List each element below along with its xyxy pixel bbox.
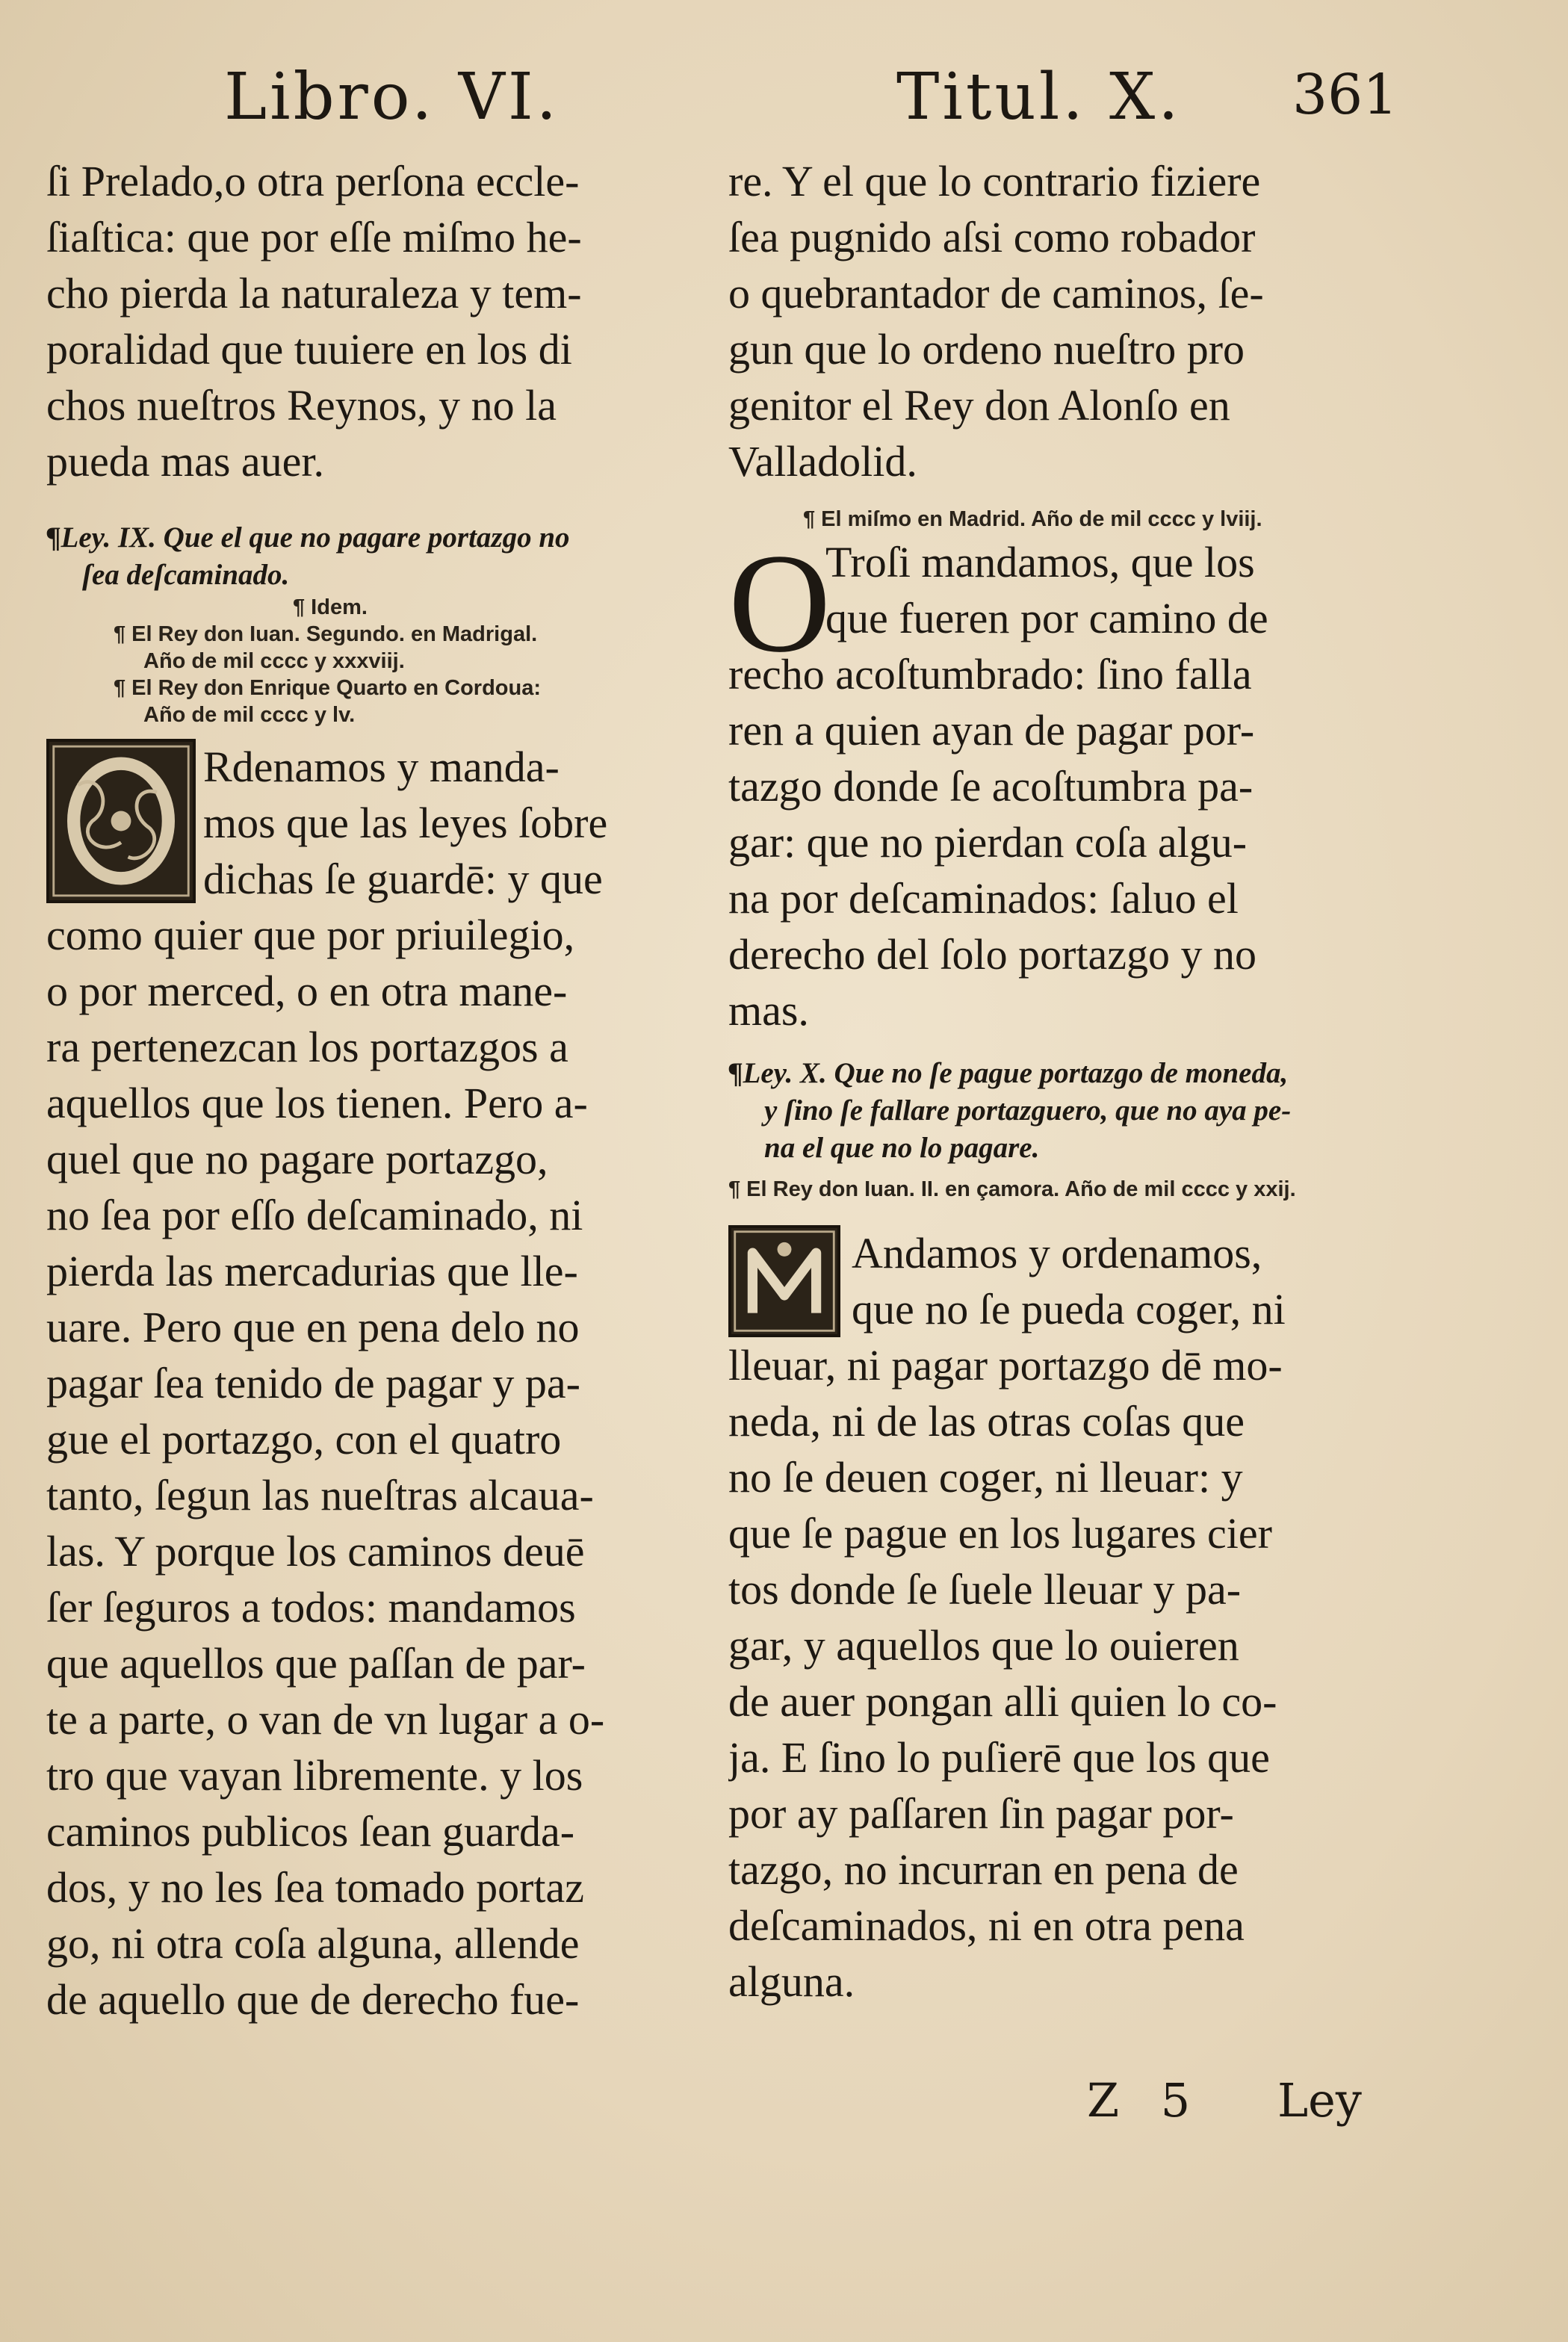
citation: ¶ El Rey don Iuan. II. en çamora. Año de mil cccc y xxij. — [728, 1177, 1296, 1201]
citation: ¶ El miſmo en Madrid. Año de mil cccc y lviij. — [803, 507, 1262, 531]
text-line: na por deſcaminados: ſaluo el — [728, 874, 1239, 923]
text-line: dichas ſe guardē: y que — [203, 855, 603, 903]
text-line: ſiaſtica: que por eſſe miſmo he- — [46, 213, 582, 261]
text-line: deſcaminados, ni en otra pena — [728, 1901, 1245, 1950]
text-line: de aquello que de derecho fue- — [46, 1975, 580, 2024]
ley-title-line: na el que no lo pagare. — [764, 1132, 1040, 1164]
citation: ¶ El Rey don Iuan. Segundo. en Madrigal. — [114, 622, 538, 646]
text-line: caminos publicos ſean guarda- — [46, 1807, 575, 1856]
citation: ¶ El Rey don Enrique Quarto en Cordoua: — [114, 676, 541, 700]
continued-paragraph — [728, 153, 1378, 489]
citations — [46, 594, 696, 728]
text-line: ſi Prelado,o otra perſona eccle- — [46, 157, 580, 205]
ornate-initial-o — [46, 739, 196, 903]
ley-title-line: y ſino ſe fallare portazguero, que no aya pe- — [764, 1094, 1292, 1127]
law-paragraph — [728, 525, 1378, 1038]
citation: Año de mil cccc y lv. — [143, 703, 356, 727]
text-line: que no ſe pueda coger, ni — [852, 1285, 1286, 1333]
citation: Año de mil cccc y xxxviij. — [143, 649, 405, 673]
text-line: Troſi mandamos, que los — [825, 538, 1255, 586]
text-line: Valladolid. — [728, 437, 917, 486]
text-line: las. Y porque los caminos deuē — [46, 1527, 585, 1576]
text-line: no ſea por eſſo deſcaminado, ni — [46, 1191, 583, 1239]
text-line: ren a quien ayan de pagar por- — [728, 706, 1255, 755]
ley-title-line: ¶Ley. X. Que no ſe pague portazgo de moneda, — [728, 1057, 1289, 1089]
text-line: ja. E ſino lo puſierē que los que — [728, 1733, 1270, 1782]
text-line: quel que no pagare portazgo, — [46, 1135, 548, 1183]
catchword: Ley — [1277, 2073, 1362, 2128]
page-number: 361 — [1292, 63, 1398, 127]
text-line: pueda mas auer. — [46, 437, 325, 486]
citation: ¶ Idem. — [293, 595, 368, 619]
text-line: ſea pugnido aſsi como robador — [728, 213, 1256, 261]
text-line: ſer ſeguros a todos: mandamos — [46, 1583, 576, 1632]
right-column — [728, 153, 1378, 2010]
text-line: recho acoſtumbrado: ſino falla — [728, 650, 1252, 698]
text-line: tanto, ſegun las nueſtras alcaua- — [46, 1471, 594, 1519]
law-paragraph — [46, 739, 696, 2027]
page-footer — [0, 2073, 1568, 2140]
text-line: poralidad que tuuiere en los di — [46, 325, 572, 374]
initial-letter-o: O — [728, 525, 831, 682]
text-line: cho pierda la naturaleza y tem- — [46, 269, 582, 317]
text-line: re. Y el que lo contrario fiziere — [728, 157, 1261, 205]
text-line: lleuar, ni pagar portazgo dē mo- — [728, 1341, 1283, 1390]
text-line: gue el portazgo, con el quatro — [46, 1415, 562, 1463]
ornament-icon — [49, 742, 193, 900]
text-line: tos donde ſe ſuele lleuar y pa- — [728, 1565, 1242, 1614]
title-number: Titul. X. — [896, 60, 1182, 134]
text-line: Rdenamos y manda- — [203, 743, 560, 791]
ley-title-line: ¶Ley. IX. Que el que no pagare portazgo no — [46, 521, 570, 554]
ornate-initial-m — [728, 1225, 840, 1337]
law-paragraph — [728, 1225, 1378, 2010]
left-column — [46, 153, 696, 2027]
text-line: tro que vayan libremente. y los — [46, 1751, 583, 1800]
text-line: neda, ni de las otras coſas que — [728, 1397, 1245, 1446]
text-line: gun que lo ordeno nueſtro pro — [728, 325, 1245, 374]
running-header — [0, 52, 1568, 134]
text-line: como quier que por priuilegio, — [46, 911, 575, 959]
text-line: Andamos y ordenamos, — [852, 1229, 1262, 1277]
text-line: pierda las mercadurias que lle- — [46, 1247, 578, 1295]
text-line: go, ni otra coſa alguna, allende — [46, 1919, 580, 1968]
text-line: alguna. — [728, 1957, 855, 2006]
text-line: te a parte, o van de vn lugar a o- — [46, 1695, 605, 1744]
text-line: aquellos que los tienen. Pero a- — [46, 1079, 588, 1127]
text-line: que fueren por camino de — [825, 594, 1268, 642]
book-number: Libro. VI. — [224, 60, 560, 134]
text-line: genitor el Rey don Alonſo en — [728, 381, 1230, 430]
text-line: o quebrantador de caminos, ſe- — [728, 269, 1264, 317]
continued-paragraph — [46, 153, 696, 489]
text-line: tazgo donde ſe acoſtumbra pa- — [728, 762, 1254, 811]
text-line: mas. — [728, 986, 809, 1035]
text-line: que aquellos que paſſan de par- — [46, 1639, 586, 1688]
text-line: gar: que no pierdan coſa algu- — [728, 818, 1248, 867]
text-line: derecho del ſolo portazgo y no — [728, 930, 1257, 979]
text-line: uare. Pero que en pena delo no — [46, 1303, 580, 1351]
text-line: no ſe deuen coger, ni lleuar: y — [728, 1453, 1243, 1502]
ornament-icon — [731, 1228, 837, 1334]
ley-heading — [728, 1055, 1378, 1167]
text-line: pagar ſea tenido de pagar y pa- — [46, 1359, 580, 1407]
text-line: o por merced, o en otra mane- — [46, 967, 568, 1015]
text-line: por ay paſſaren ſin pagar por- — [728, 1789, 1234, 1838]
text-line: dos, y no les ſea tomado portaz — [46, 1863, 584, 1912]
ley-heading — [46, 519, 696, 594]
text-line: que ſe pague en los lugares cier — [728, 1509, 1272, 1558]
text-line: tazgo, no incurran en pena de — [728, 1845, 1239, 1894]
text-line: chos nueſtros Reynos, y no la — [46, 381, 557, 430]
ley-title-line: ſea deſcaminado. — [82, 559, 290, 591]
text-line: gar, y aquellos que lo ouieren — [728, 1621, 1239, 1670]
text-line: ra pertenezcan los portazgos a — [46, 1023, 568, 1071]
text-line: mos que las leyes ſobre — [203, 799, 608, 847]
text-line: de auer pongan alli quien lo co- — [728, 1677, 1277, 1726]
signature-mark: Z 5 — [1087, 2073, 1204, 2128]
